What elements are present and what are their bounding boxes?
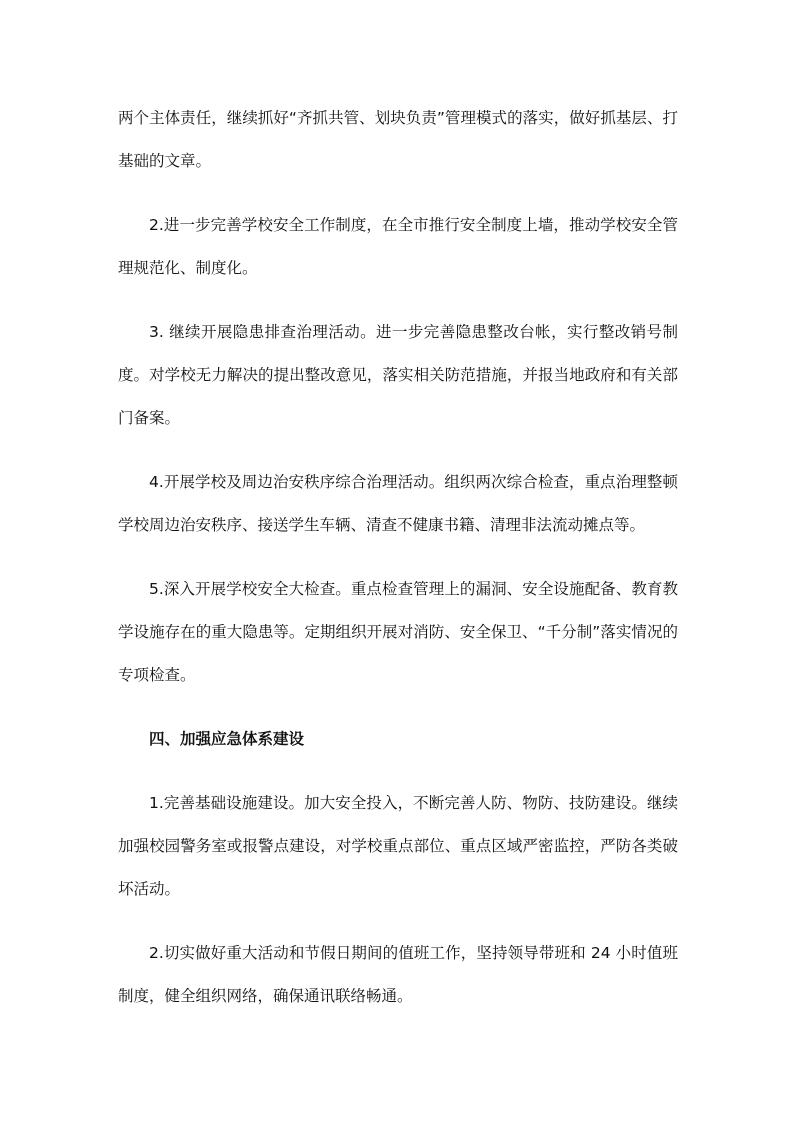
section-heading: 四、加强应急体系建设 [149,730,305,748]
paragraph-item-5: 5.深入开展学校安全大检查。重点检查管理上的漏洞、安全设施配备、教育教学设施存在的重大隐患等。定期组织开展对消防、安全保卫、“千分制”落实情况的专项检查。 [118,580,678,684]
paragraph-item-4: 4.开展学校及周边治安秩序综合治理活动。组织两次综合检查，重点治理整顿学校周边治安秩序、接送学生车辆、清查不健康书籍、清理非法流动摊点等。 [118,473,678,534]
section-paragraph-2: 2.切实做好重大活动和节假日期间的值班工作，坚持领导带班和 24 小时值班制度，健全组织网络，确保通讯联络畅通。 [118,944,678,1005]
section-paragraph-1: 1.完善基础设施建设。加大安全投入，不断完善人防、物防、技防建设。继续加强校园警务室或报警点建设，对学校重点部位、重点区域严密监控，严防各类破坏活动。 [118,794,678,898]
paragraph-item-3: 3. 继续开展隐患排查治理活动。进一步完善隐患整改台帐，实行整改销号制度。对学校无力解决的提出整改意见，落实相关防范措施，并报当地政府和有关部门备案。 [118,323,678,427]
paragraph-continuation: 两个主体责任，继续抓好“齐抓共管、划块负责”管理模式的落实，做好抓基层、打基础的文章。 [118,109,678,170]
paragraph-item-2: 2.进一步完善学校安全工作制度，在全市推行安全制度上墙，推动学校安全管理规范化、制度化。 [118,216,678,277]
document-body [118,97,678,1039]
